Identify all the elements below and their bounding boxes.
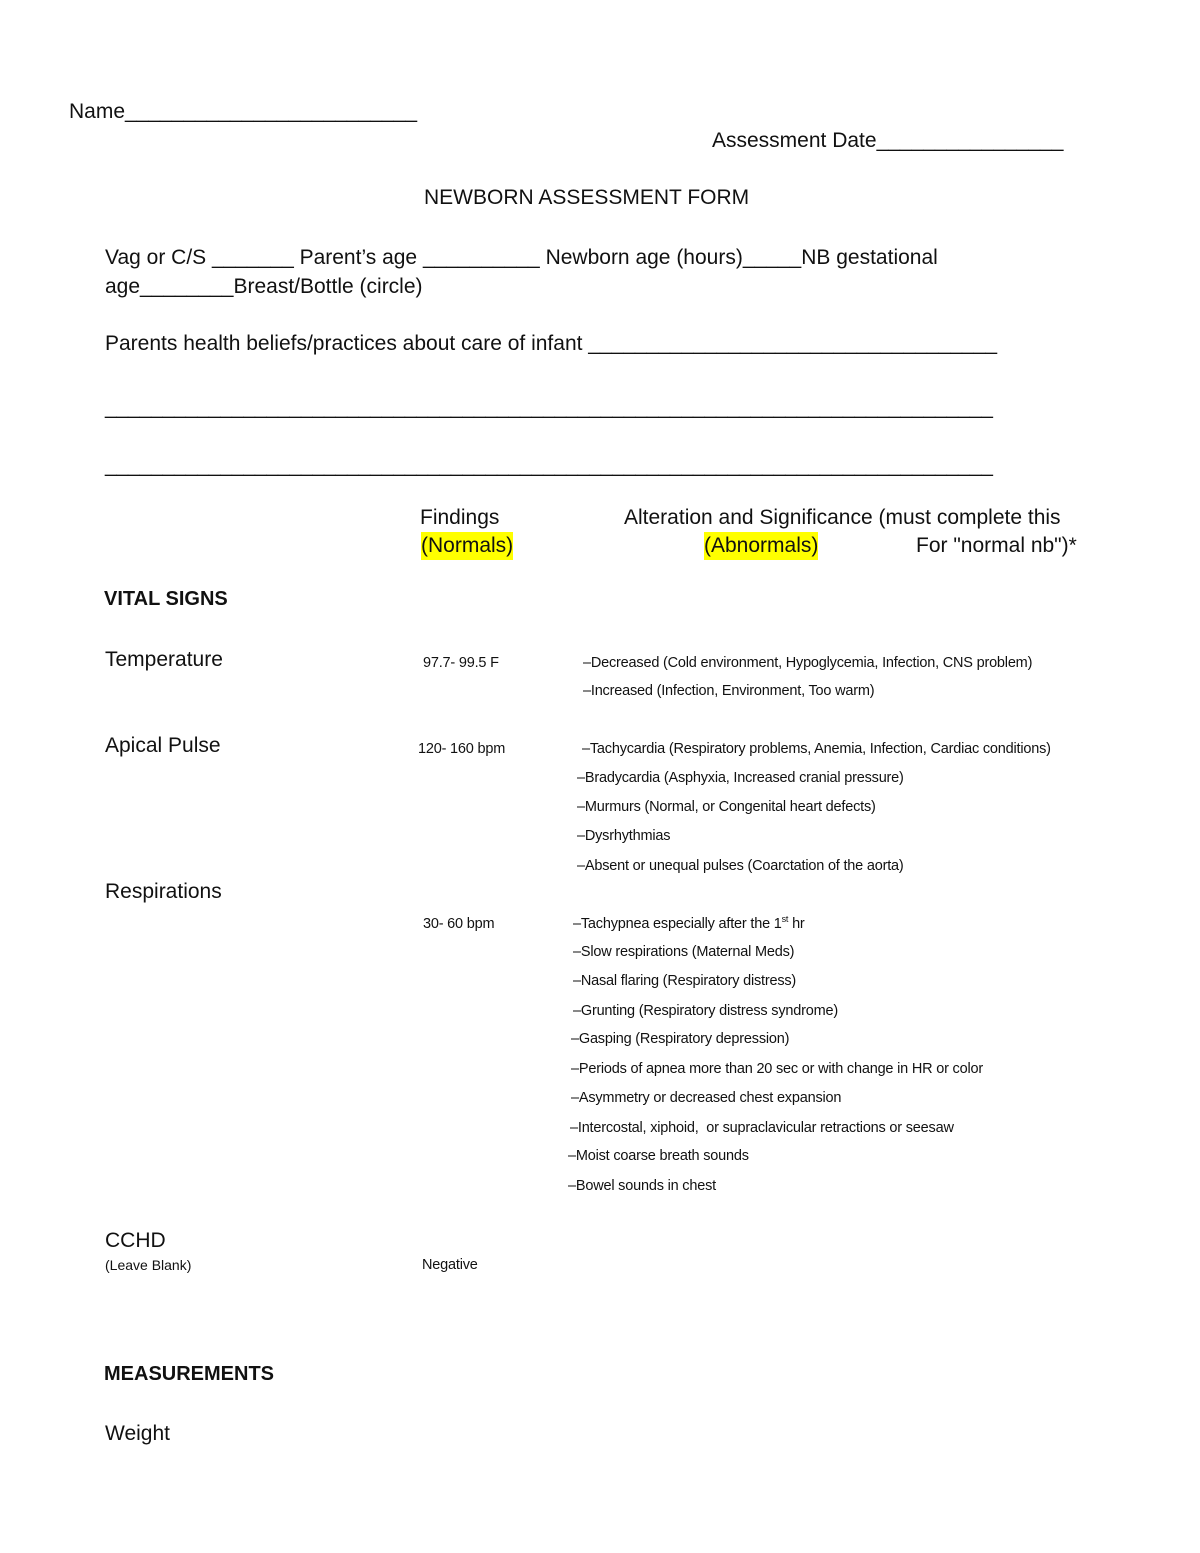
pulse-abnormal-bradycardia: –Bradycardia (Asphyxia, Increased cranial pressure) bbox=[577, 770, 904, 786]
resp-abnormal-grunting: –Grunting (Respiratory distress syndrome) bbox=[573, 1003, 838, 1019]
respirations-normal: 30- 60 bpm bbox=[423, 916, 495, 932]
temperature-abnormal-increased: –Increased (Infection, Environment, Too warm) bbox=[583, 683, 875, 699]
normal-nb-note: For "normal nb")* bbox=[916, 534, 1077, 557]
cchd-label: CCHD bbox=[105, 1229, 166, 1252]
pulse-abnormal-dysrhythmias: –Dysrhythmias bbox=[577, 828, 671, 844]
measurements-heading: MEASUREMENTS bbox=[104, 1363, 275, 1385]
resp-abnormal-breath-sounds: –Moist coarse breath sounds bbox=[568, 1148, 749, 1164]
vital-signs-heading: VITAL SIGNS bbox=[104, 588, 228, 610]
tachypnea-suffix: hr bbox=[788, 916, 805, 932]
temperature-label: Temperature bbox=[105, 648, 223, 671]
cchd-leave-blank-note: (Leave Blank) bbox=[105, 1257, 192, 1273]
health-beliefs-field[interactable]: Parents health beliefs/practices about care of infant ___________________________________ bbox=[105, 332, 998, 355]
weight-label: Weight bbox=[105, 1422, 170, 1445]
blank-answer-line-1[interactable]: _____________________________________________________________________________ bbox=[105, 396, 993, 419]
temperature-normal: 97.7- 99.5 F bbox=[423, 655, 499, 671]
resp-abnormal-gasping: –Gasping (Respiratory depression) bbox=[571, 1031, 790, 1047]
resp-abnormal-asymmetry: –Asymmetry or decreased chest expansion bbox=[571, 1090, 842, 1106]
name-field[interactable]: Name_________________________ bbox=[69, 100, 417, 123]
assessment-date-field[interactable]: Assessment Date________________ bbox=[712, 129, 1064, 152]
resp-abnormal-retractions: –Intercostal, xiphoid, or supraclavicular retractions or seesaw bbox=[570, 1120, 954, 1136]
resp-abnormal-bowel-sounds: –Bowel sounds in chest bbox=[568, 1178, 716, 1194]
temperature-abnormal-decreased: –Decreased (Cold environment, Hypoglycemia, Infection, CNS problem) bbox=[583, 655, 1033, 671]
findings-column-header: Findings bbox=[420, 506, 500, 529]
apical-pulse-label: Apical Pulse bbox=[105, 734, 221, 757]
pulse-abnormal-tachycardia: –Tachycardia (Respiratory problems, Anemia, Infection, Cardiac conditions) bbox=[582, 741, 1051, 757]
cchd-normal: Negative bbox=[422, 1257, 478, 1273]
gestational-feeding-line[interactable]: age________Breast/Bottle (circle) bbox=[105, 275, 423, 298]
resp-abnormal-slow: –Slow respirations (Maternal Meds) bbox=[573, 944, 795, 960]
pulse-abnormal-absent-pulses: –Absent or unequal pulses (Coarctation of the aorta) bbox=[577, 858, 904, 874]
tachypnea-text: –Tachypnea especially after the 1 bbox=[573, 916, 782, 932]
delivery-ages-line[interactable]: Vag or C/S _______ Parent’s age __________ Newborn age (hours)_____NB gestational bbox=[105, 246, 938, 269]
resp-abnormal-nasal-flaring: –Nasal flaring (Respiratory distress) bbox=[573, 973, 797, 989]
tachypnea-superscript: st bbox=[781, 914, 789, 925]
apical-pulse-normal: 120- 160 bpm bbox=[418, 741, 506, 757]
pulse-abnormal-murmurs: –Murmurs (Normal, or Congenital heart defects) bbox=[577, 799, 876, 815]
resp-abnormal-tachypnea bbox=[573, 915, 805, 933]
respirations-label: Respirations bbox=[105, 880, 222, 903]
resp-abnormal-apnea: –Periods of apnea more than 20 sec or with change in HR or color bbox=[571, 1061, 983, 1077]
form-title: NEWBORN ASSESSMENT FORM bbox=[424, 186, 750, 209]
normals-highlight-label: (Normals) bbox=[421, 532, 513, 560]
blank-answer-line-2[interactable]: _____________________________________________________________________________ bbox=[105, 454, 993, 477]
abnormals-highlight-label: (Abnormals) bbox=[704, 532, 818, 560]
alteration-column-header: Alteration and Significance (must complete this bbox=[624, 506, 1061, 529]
